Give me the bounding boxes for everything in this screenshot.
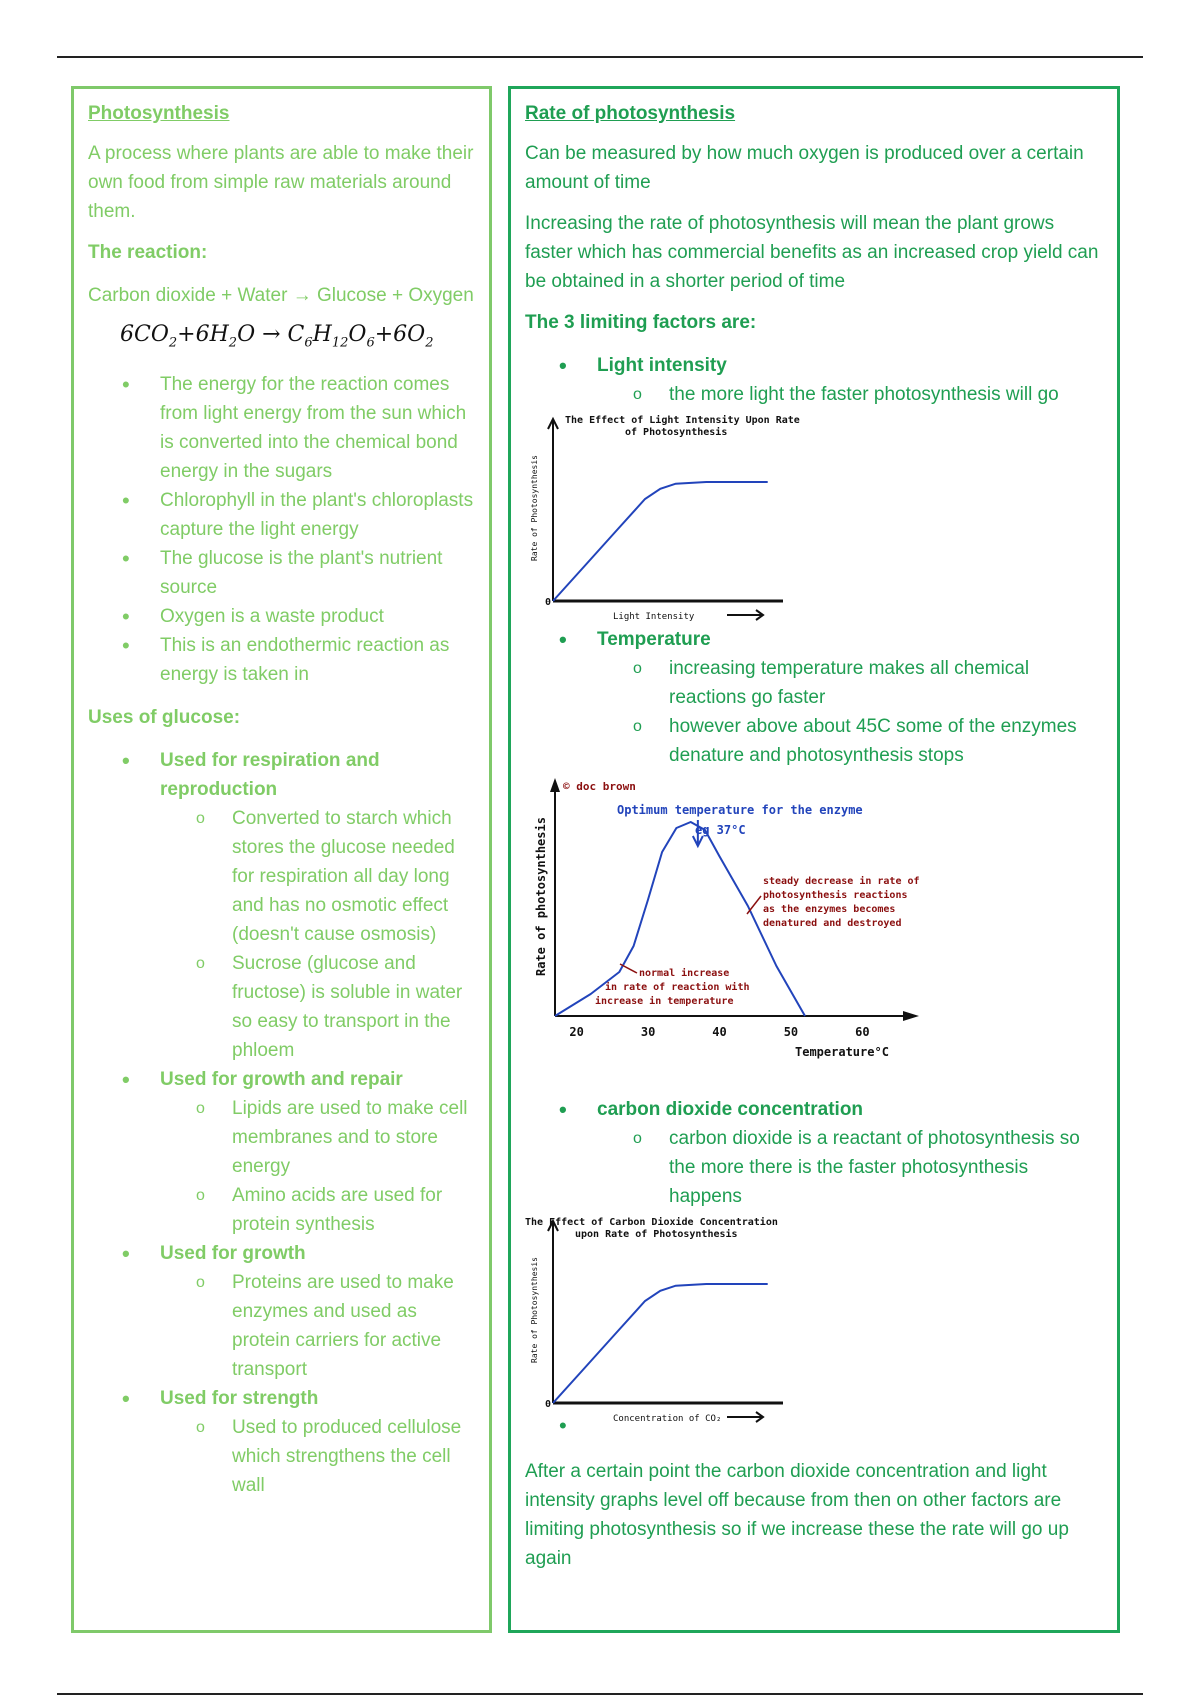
x-tick-label: 40 [712,1025,727,1039]
rate-title: Rate of photosynthesis [525,103,736,124]
list-item: • Chlorophyll in the plant's chloroplasts capture the light energy [122,488,474,540]
chart-title: The Effect of Light Intensity Upon Rate [565,415,800,426]
increase-annotation: normal increase [639,968,730,979]
uses-list [88,746,475,1500]
chart-title: upon Rate of Photosynthesis [575,1229,738,1240]
factor-temperature-title: • Temperature [559,627,711,652]
series-line [553,1284,768,1403]
y-axis-label: Rate of Photosynthesis [530,455,539,561]
list-item: o carbon dioxide is a reactant of photosynthesis so the more there is the faster photosynthesis happens [633,1128,1080,1207]
list-item: o Sucrose (glucose and fructose) is soluble in water so easy to transport in the phloem [196,953,463,1061]
reaction-label: The reaction: [88,242,208,263]
co2-chart [525,1213,825,1453]
origin-label: 0 [545,597,552,608]
x-axis-label: Temperature°C [795,1045,889,1059]
y-axis-label: Rate of photosynthesis [534,817,548,976]
increase-annotation: increase in temperature [595,996,734,1007]
factor-co2-title: • carbon dioxide concentration [559,1097,864,1122]
list-item: • The glucose is the plant's nutrient source [122,546,443,598]
reaction-facts-list [88,370,475,689]
use-strength: • Used for strength [122,1386,319,1411]
photosynthesis-title: Photosynthesis [88,103,230,124]
x-axis-arrow [903,1011,919,1021]
use-growth-repair: • Used for growth and repair [122,1067,403,1092]
limiting-factors-label: The 3 limiting factors are: [525,312,757,333]
optimum-label: Optimum temperature for the enzyme [617,803,863,817]
list-item: • The energy for the reaction comes from light energy from the sun which is converted into the chemical bond energy in the sugars [122,372,467,482]
rate-measure-text: Can be measured by how much oxygen is produced over a certain amount of time [525,143,1084,193]
word-equation: Carbon dioxide + Water → Glucose + Oxygen [88,285,474,306]
rate-panel [508,86,1120,1633]
list-item: • This is an endothermic reaction as energy is taken in [122,633,450,685]
photosynthesis-panel [71,86,492,1633]
increase-annotation: in rate of reaction with [605,982,750,993]
factor-co2 [525,1095,1103,1211]
list-item: o increasing temperature makes all chemical reactions go faster [633,658,1030,708]
list-item: o Proteins are used to make enzymes and used as protein carriers for active transport [196,1272,454,1380]
x-tick-label: 60 [855,1025,870,1039]
y-axis-label: Rate of Photosynthesis [530,1257,539,1363]
x-axis-label: Light Intensity [613,612,695,621]
light-intensity-chart [525,411,825,621]
conclusion-text: After a certain point the carbon dioxide concentration and light intensity graphs level off because from then on other factors are limiting photosynthesis so if we increase these the rate will go up again [525,1461,1069,1569]
x-axis-label: Concentration of CO₂ [613,1414,722,1424]
origin-label: 0 [545,1399,552,1410]
chart-title: of Photosynthesis [625,427,728,438]
list-item: o Lipids are used to make cell membranes and to store energy [196,1098,468,1177]
series-line [553,482,768,601]
chart-credit: © doc brown [563,780,636,793]
decrease-pointer [747,896,761,914]
list-item: o the more light the faster photosynthesis will go [633,384,1059,405]
bottom-rule [57,1693,1143,1695]
list-item: o Amino acids are used for protein synthesis [196,1185,443,1235]
use-growth: • Used for growth [122,1241,306,1266]
factor-temperature [525,625,1103,770]
factor-light-title: • Light intensity [559,353,727,378]
decrease-annotation: as the enzymes becomes [763,904,896,915]
list-item: o Converted to starch which stores the glucose needed for respiration all day long and has no osmotic effect (doesn't cause osmosis) [196,808,455,945]
increase-pointer [620,964,637,973]
list-item: o Used to produced cellulose which strengthens the cell wall [196,1417,462,1496]
x-tick-label: 20 [569,1025,584,1039]
top-rule [57,56,1143,58]
co2-chart-wrap [525,1213,1103,1453]
uses-label: Uses of glucose: [88,707,241,728]
chemical-equation: $6CO_2+6H_2O \to C_6H_{12}O_6+6O_2$ [120,322,434,351]
chart-title: The Effect of Carbon Dioxide Concentration [525,1217,778,1228]
list-item: • Oxygen is a waste product [122,604,384,629]
optimum-eg-label: eg 37°C [695,823,746,837]
x-axis-arrow [727,1412,763,1422]
decrease-annotation: denatured and destroyed [763,918,902,929]
rate-benefit-text: Increasing the rate of photosynthesis will mean the plant grows faster which has commercial benefits as an increased crop yield can be obtained in a shorter period of time [525,213,1099,292]
decrease-annotation: steady decrease in rate of [763,876,920,887]
x-axis-arrow [727,610,763,620]
y-axis-arrow [550,778,560,792]
photosynthesis-intro: A process where plants are able to make their own food from simple raw materials around them. [88,143,474,222]
use-respiration: • Used for respiration and reproduction [122,748,380,800]
factor-light [525,351,1103,409]
decrease-annotation: photosynthesis reactions [763,890,908,901]
x-tick-label: 50 [783,1025,799,1039]
x-tick-label: 30 [640,1025,656,1039]
empty-bullet: • [559,1413,567,1438]
temperature-chart [525,776,995,1091]
list-item: o however above about 45C some of the enzymes denature and photosynthesis stops [633,716,1077,766]
